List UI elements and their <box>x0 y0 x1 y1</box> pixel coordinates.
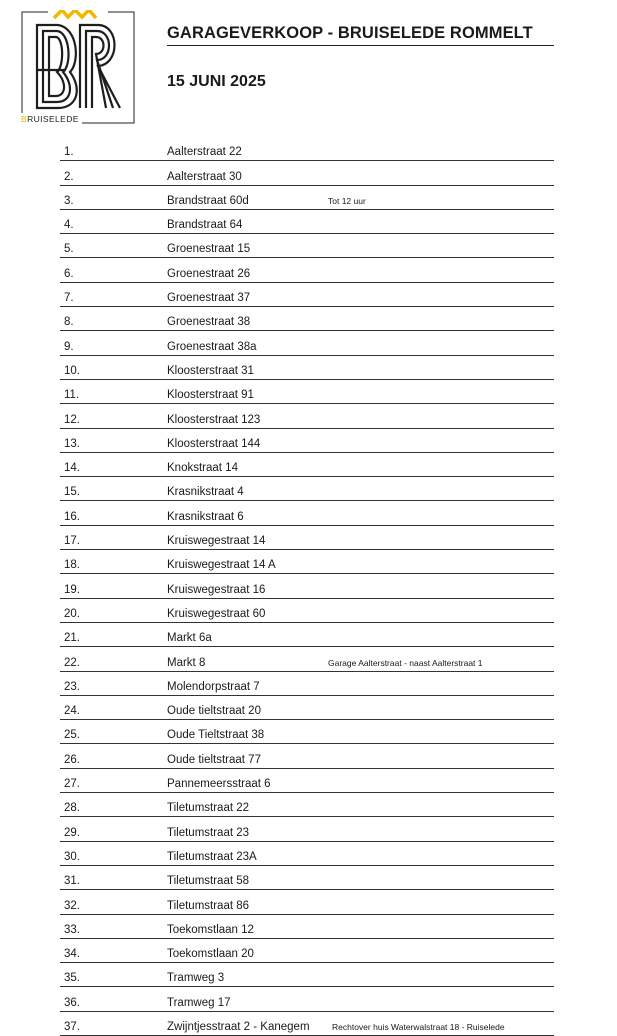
list-item <box>60 817 554 841</box>
item-number: 28. <box>64 802 80 815</box>
item-address: Tiletumstraat 86 <box>167 899 250 912</box>
item-number: 20. <box>64 607 80 620</box>
item-address: Oude tieltstraat 20 <box>167 705 261 718</box>
br-logo-mark <box>20 10 136 125</box>
item-number: 23. <box>64 680 80 693</box>
list-item <box>60 890 554 914</box>
item-number: 22. <box>64 656 80 669</box>
list-item <box>60 672 554 696</box>
list-item <box>60 915 554 939</box>
list-item <box>60 453 554 477</box>
item-address: Kruiswegestraat 16 <box>167 583 266 596</box>
item-number: 14. <box>64 462 80 475</box>
item-address: Tiletumstraat 23 <box>167 826 250 839</box>
item-address: Groenestraat 15 <box>167 243 251 256</box>
item-address: Kruiswegestraat 60 <box>167 607 266 620</box>
item-note: Tot 12 uur <box>328 195 366 206</box>
list-item <box>60 331 554 355</box>
list-item <box>60 186 554 210</box>
item-number: 1. <box>64 146 74 159</box>
list-item <box>60 842 554 866</box>
item-note: Garage Aalterstraat - naast Aalterstraat 1 <box>328 657 483 668</box>
item-address: Brandstraat 60d <box>167 194 249 207</box>
item-address: Markt 6a <box>167 632 212 645</box>
item-number: 25. <box>64 729 80 742</box>
list-item <box>60 210 554 234</box>
list-item <box>60 356 554 380</box>
item-address: Markt 8 <box>167 656 206 669</box>
list-item <box>60 696 554 720</box>
item-address: Toekomstlaan 20 <box>167 948 254 961</box>
item-number: 34. <box>64 948 80 961</box>
item-number: 36. <box>64 996 80 1009</box>
list-item <box>60 720 554 744</box>
item-number: 18. <box>64 559 80 572</box>
item-number: 16. <box>64 510 80 523</box>
br-logo <box>20 10 136 125</box>
item-address: Tiletumstraat 22 <box>167 802 250 815</box>
list-item <box>60 599 554 623</box>
item-number: 35. <box>64 972 80 985</box>
item-number: 24. <box>64 705 80 718</box>
list-item <box>60 477 554 501</box>
item-number: 5. <box>64 243 74 256</box>
page-title: GARAGEVERKOOP - BRUISELEDE ROMMELT <box>167 24 554 46</box>
event-date: 15 JUNI 2025 <box>167 73 266 90</box>
item-address: Molendorpstraat 7 <box>167 680 260 693</box>
item-address: Kloosterstraat 91 <box>167 389 254 402</box>
item-note: Rechtover huis Waterwalstraat 18 - Ruiselede <box>332 1021 505 1032</box>
item-address: Oude tieltstraat 77 <box>167 753 261 766</box>
item-number: 33. <box>64 923 80 936</box>
list-item <box>60 623 554 647</box>
item-number: 19. <box>64 583 80 596</box>
item-number: 17. <box>64 535 80 548</box>
item-number: 12. <box>64 413 80 426</box>
item-number: 13. <box>64 437 80 450</box>
item-address: Kloosterstraat 123 <box>167 413 261 426</box>
item-number: 27. <box>64 778 80 791</box>
list-item <box>60 307 554 331</box>
item-address: Tiletumstraat 23A <box>167 850 257 863</box>
item-number: 11. <box>64 389 80 402</box>
item-address: Groenestraat 26 <box>167 267 251 280</box>
list-item <box>60 258 554 282</box>
list-item <box>60 137 554 161</box>
item-number: 9. <box>64 340 74 353</box>
list-item <box>60 234 554 258</box>
item-number: 31. <box>64 875 80 888</box>
list-item <box>60 550 554 574</box>
item-address: Pannemeersstraat 6 <box>167 778 271 791</box>
address-list <box>60 137 554 1036</box>
list-item <box>60 987 554 1011</box>
item-number: 10. <box>64 364 80 377</box>
item-number: 15. <box>64 486 80 499</box>
item-address: Tramweg 17 <box>167 996 231 1009</box>
item-address: Groenestraat 38a <box>167 340 257 353</box>
item-address: Tramweg 3 <box>167 972 225 985</box>
item-address: Aalterstraat 30 <box>167 170 242 183</box>
item-address: Oude Tieltstraat 38 <box>167 729 265 742</box>
item-address: Kloosterstraat 144 <box>167 437 261 450</box>
list-item <box>60 429 554 453</box>
item-address: Brandstraat 64 <box>167 219 243 232</box>
item-address: Tiletumstraat 58 <box>167 875 250 888</box>
item-number: 8. <box>64 316 74 329</box>
list-item <box>60 404 554 428</box>
item-number: 32. <box>64 899 80 912</box>
list-item <box>60 939 554 963</box>
list-item <box>60 769 554 793</box>
item-number: 30. <box>64 850 80 863</box>
item-number: 26. <box>64 753 80 766</box>
list-item <box>60 963 554 987</box>
list-item <box>60 647 554 671</box>
list-item <box>60 501 554 525</box>
list-item <box>60 744 554 768</box>
item-address: Krasnikstraat 4 <box>167 486 244 499</box>
logo-wordmark: BRUISELEDE <box>21 114 79 124</box>
item-address: Kruiswegestraat 14 A <box>167 559 276 572</box>
list-item <box>60 866 554 890</box>
item-number: 2. <box>64 170 74 183</box>
list-item <box>60 161 554 185</box>
list-item <box>60 380 554 404</box>
item-number: 7. <box>64 292 74 305</box>
item-address: Zwijntjesstraat 2 - Kanegem <box>167 1020 310 1033</box>
item-address: Knokstraat 14 <box>167 462 238 475</box>
item-number: 6. <box>64 267 74 280</box>
list-item <box>60 526 554 550</box>
item-address: Groenestraat 38 <box>167 316 251 329</box>
item-number: 29. <box>64 826 80 839</box>
item-number: 21. <box>64 632 80 645</box>
item-number: 37. <box>64 1020 80 1033</box>
list-item <box>60 283 554 307</box>
list-item <box>60 574 554 598</box>
item-address: Kruiswegestraat 14 <box>167 535 266 548</box>
item-address: Kloosterstraat 31 <box>167 364 254 377</box>
list-item <box>60 793 554 817</box>
item-address: Aalterstraat 22 <box>167 146 242 159</box>
item-number: 3. <box>64 194 74 207</box>
item-address: Krasnikstraat 6 <box>167 510 244 523</box>
item-address: Toekomstlaan 12 <box>167 923 254 936</box>
item-number: 4. <box>64 219 74 232</box>
item-address: Groenestraat 37 <box>167 292 251 305</box>
